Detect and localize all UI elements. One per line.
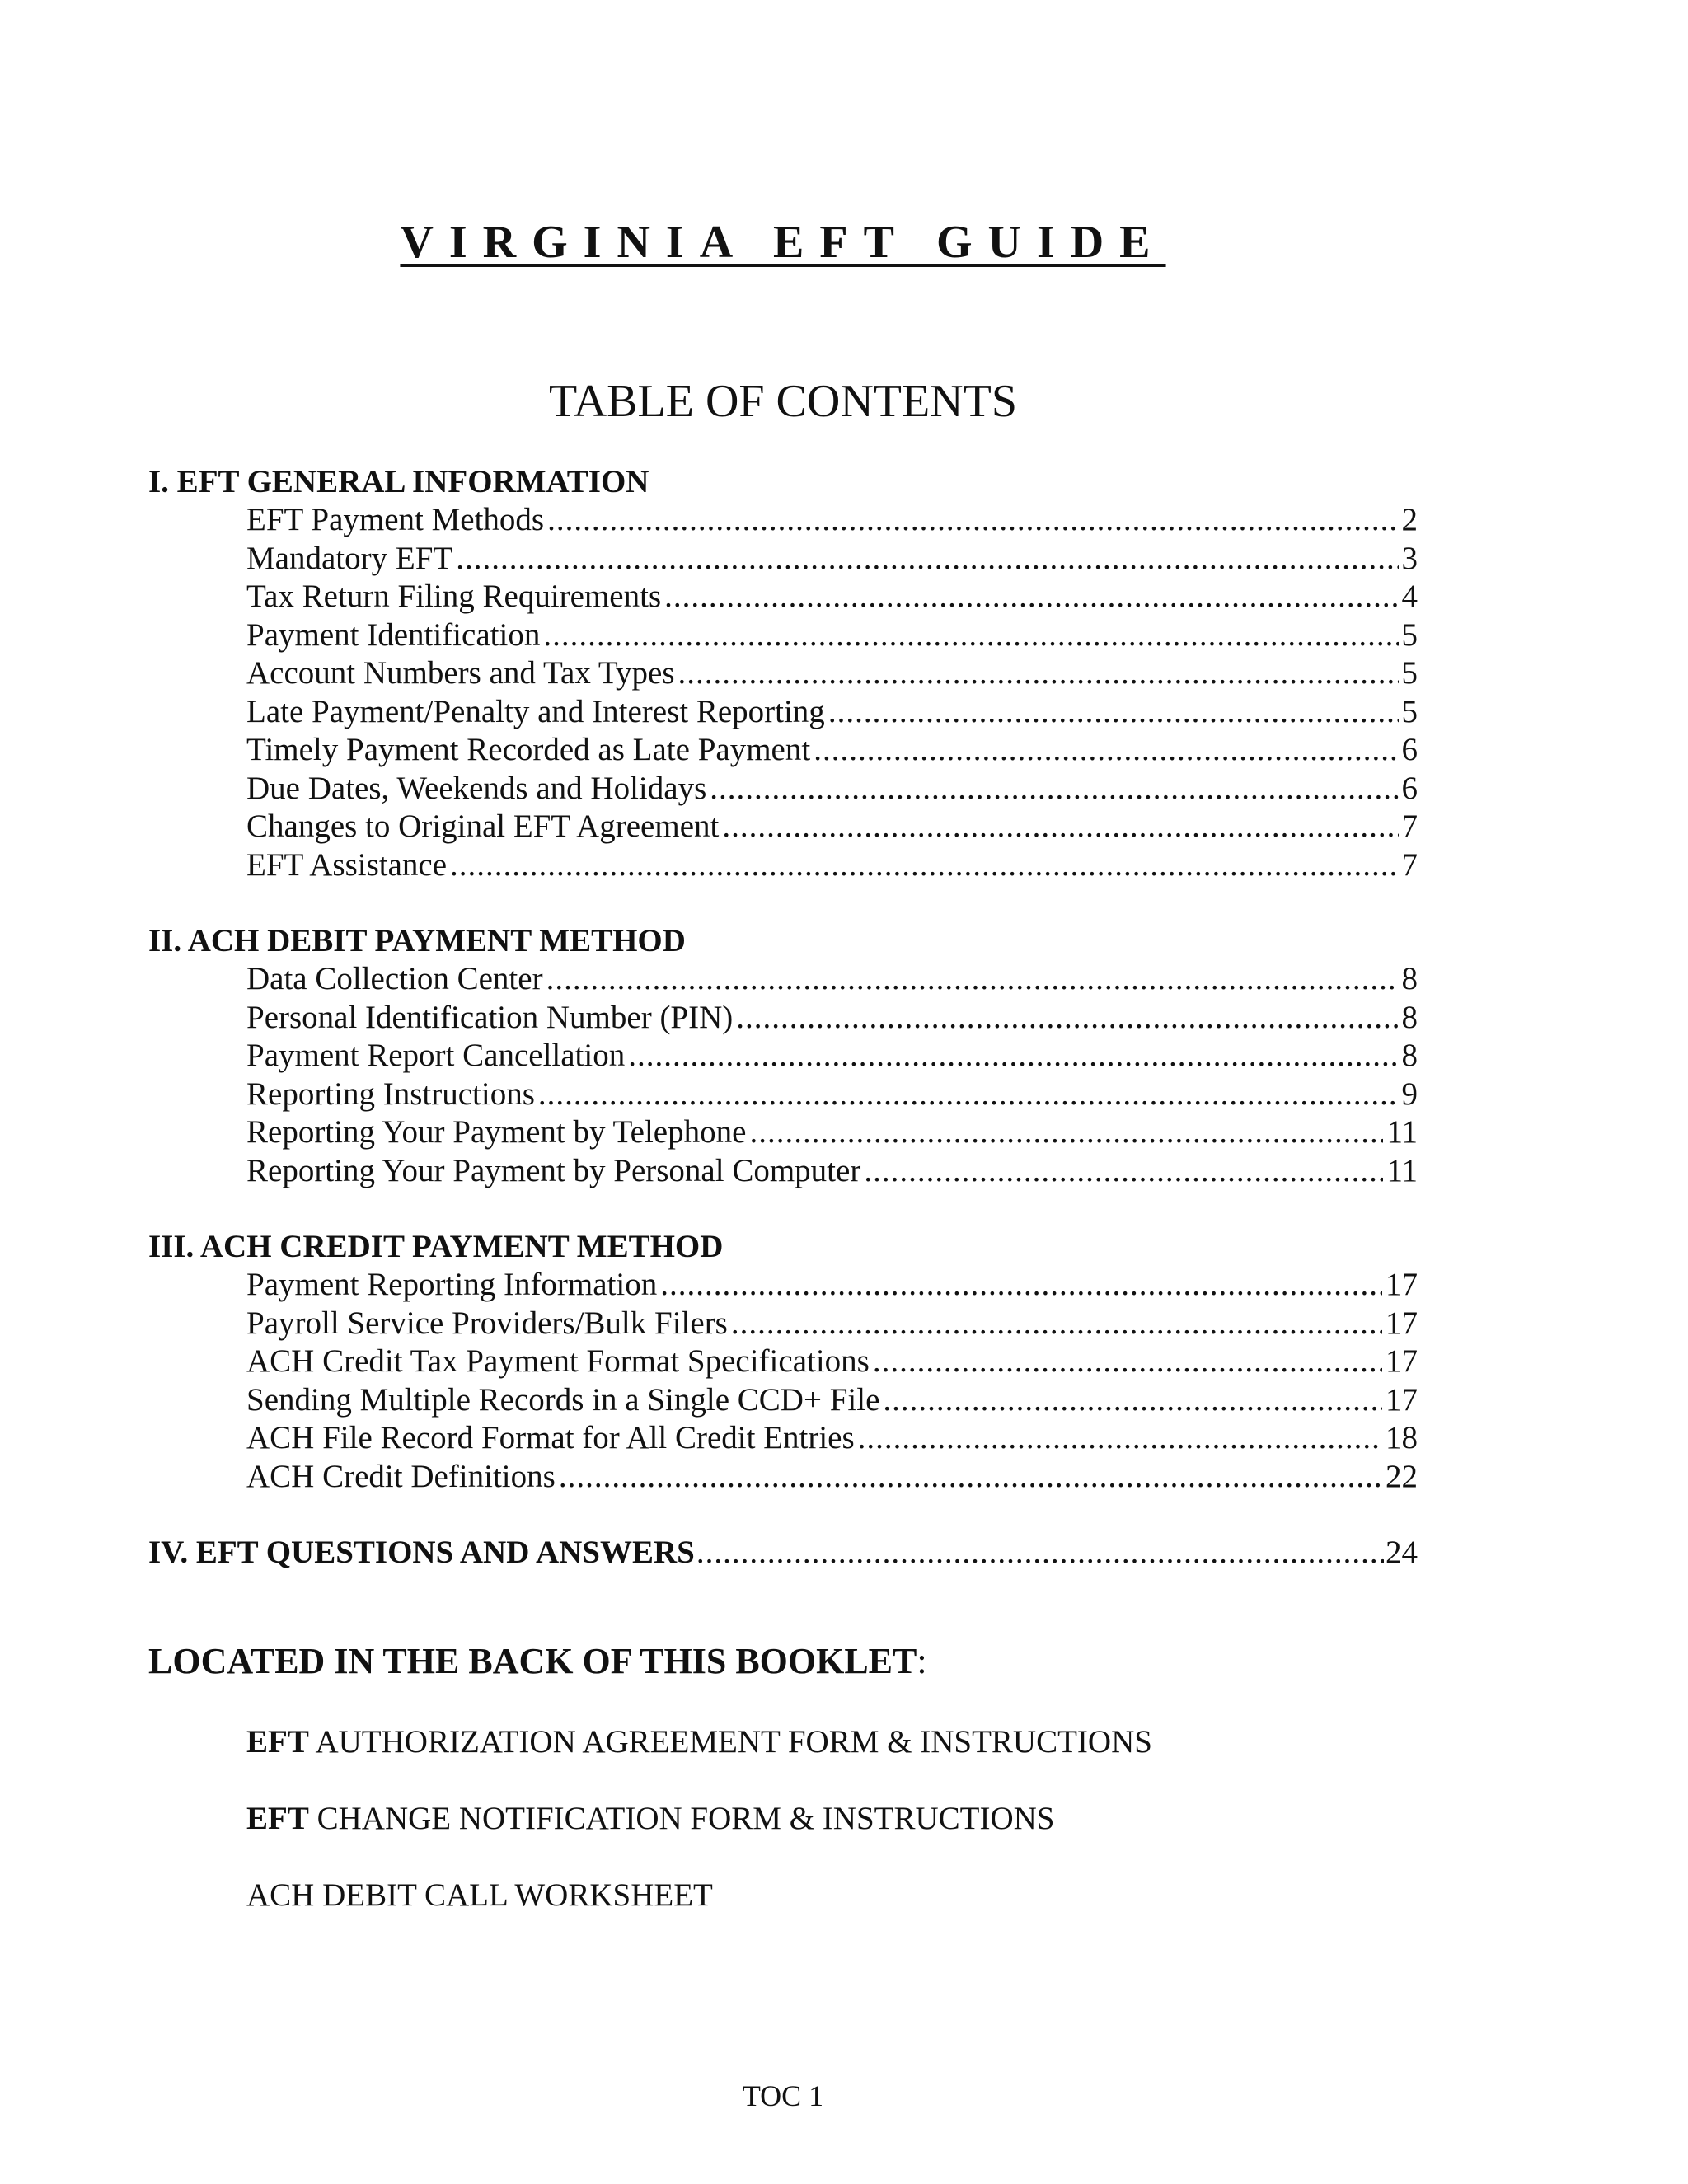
toc-section-3 [148, 1228, 1418, 1496]
toc-heading: TABLE OF CONTENTS [549, 376, 1017, 427]
entry-label: Mandatory EFT [246, 540, 453, 576]
toc-section-1 [148, 463, 1418, 884]
section-title: II. ACH DEBIT PAYMENT METHOD [148, 923, 686, 958]
toc-entry [148, 731, 1418, 770]
back-item-bold: EFT [246, 1724, 309, 1760]
page-footer: TOC 1 [742, 2079, 824, 2112]
entry-label: Payment Reporting Information [246, 1267, 658, 1302]
entry-label: Reporting Instructions [246, 1076, 535, 1112]
entry-page: 9 [1401, 1076, 1418, 1112]
toc-entry [148, 846, 1418, 885]
toc-entry [148, 1381, 1418, 1420]
toc-entry [148, 770, 1418, 808]
back-item-bold: EFT [246, 1801, 309, 1836]
back-heading [148, 1638, 1418, 1685]
toc-entry [148, 960, 1418, 999]
back-item [148, 1723, 1418, 1761]
entry-label: Personal Identification Number (PIN) [246, 999, 734, 1035]
dot-leader [547, 501, 1398, 540]
toc-entry [148, 1305, 1418, 1343]
entry-page: 7 [1401, 846, 1418, 883]
document-title: VIRGINIA EFT GUIDE [400, 217, 1166, 268]
entry-page: 11 [1386, 1152, 1418, 1188]
toc-entry [148, 1266, 1418, 1305]
toc-entry [148, 1419, 1418, 1458]
entry-page: 3 [1401, 540, 1418, 576]
entry-page: 11 [1386, 1114, 1418, 1150]
toc-section-entry [148, 1534, 1418, 1572]
dot-leader [814, 731, 1398, 770]
entry-label: ACH File Record Format for All Credit Entries [246, 1420, 855, 1455]
entry-label: Data Collection Center [246, 961, 543, 996]
entry-page: 22 [1386, 1458, 1418, 1494]
table-of-contents [148, 463, 1418, 1610]
toc-entry [148, 1458, 1418, 1497]
entry-page: 8 [1401, 999, 1418, 1035]
entry-page: 4 [1401, 579, 1418, 614]
dot-leader [883, 1381, 1382, 1420]
entry-label: Payment Report Cancellation [246, 1038, 626, 1073]
entry-page: 24 [1386, 1535, 1418, 1570]
entry-label: Sending Multiple Records in a Single CCD+ File [246, 1381, 880, 1418]
back-item-text: CHANGE NOTIFICATION FORM & INSTRUCTIONS [308, 1801, 1055, 1836]
entry-page: 17 [1386, 1343, 1418, 1379]
entry-label: Payment Identification [246, 616, 541, 653]
entry-page: 5 [1401, 655, 1418, 691]
dot-leader [858, 1419, 1382, 1458]
back-item [148, 1877, 1418, 1915]
entry-label: Reporting Your Payment by Personal Computer [246, 1152, 861, 1188]
back-heading-text: LOCATED IN THE BACK OF THIS BOOKLET [148, 1641, 917, 1681]
dot-leader [736, 999, 1398, 1038]
entry-label: Reporting Your Payment by Telephone [246, 1114, 747, 1150]
dot-leader [559, 1458, 1382, 1497]
entry-label: ACH Credit Definitions [246, 1458, 556, 1494]
toc-entry [148, 654, 1418, 693]
dot-leader [660, 1266, 1382, 1305]
entry-label: EFT Payment Methods [246, 502, 545, 537]
dot-leader [678, 654, 1399, 693]
entry-page: 6 [1401, 732, 1418, 767]
entry-label: Payroll Service Providers/Bulk Filers [246, 1305, 728, 1341]
entry-label: Late Payment/Penalty and Interest Reporting [246, 693, 825, 729]
toc-section-4 [148, 1534, 1418, 1572]
toc-entry [148, 808, 1418, 846]
dot-leader [722, 808, 1398, 846]
entry-label: ACH Credit Tax Payment Format Specifications [246, 1343, 870, 1379]
back-item-text: ACH DEBIT CALL WORKSHEET [246, 1877, 713, 1913]
entry-label: Changes to Original EFT Agreement [246, 808, 720, 844]
toc-entry [148, 999, 1418, 1038]
entry-page: 8 [1401, 1038, 1418, 1073]
entry-page: 5 [1401, 616, 1418, 653]
entry-label: Due Dates, Weekends and Holidays [246, 770, 707, 806]
dot-leader [828, 693, 1399, 732]
section-title: IV. EFT QUESTIONS AND ANSWERS [148, 1535, 695, 1570]
entry-page: 17 [1386, 1267, 1418, 1302]
toc-entry [148, 1037, 1418, 1076]
entry-page: 18 [1386, 1420, 1418, 1455]
entry-page: 8 [1401, 961, 1418, 996]
section-title: I. EFT GENERAL INFORMATION [148, 464, 649, 499]
toc-entry [148, 1343, 1418, 1381]
toc-entry [148, 1076, 1418, 1114]
dot-leader [543, 616, 1398, 655]
entry-page: 6 [1401, 770, 1418, 806]
toc-entry [148, 1152, 1418, 1191]
entry-label: EFT Assistance [246, 846, 448, 883]
dot-leader [628, 1037, 1398, 1076]
back-heading-colon: : [917, 1641, 927, 1681]
back-of-booklet [148, 1638, 1418, 1915]
dot-leader [749, 1113, 1383, 1152]
entry-page: 7 [1401, 808, 1418, 844]
dot-leader [731, 1305, 1382, 1343]
dot-leader [864, 1152, 1383, 1191]
toc-entry [148, 693, 1418, 732]
entry-page: 2 [1401, 502, 1418, 537]
toc-entry [148, 578, 1418, 616]
toc-entry [148, 1113, 1418, 1152]
entry-page: 17 [1386, 1381, 1418, 1418]
dot-leader [710, 770, 1398, 808]
entry-page: 17 [1386, 1305, 1418, 1341]
entry-page: 5 [1401, 693, 1418, 729]
dot-leader [538, 1076, 1399, 1114]
toc-entry [148, 540, 1418, 579]
entry-label: Account Numbers and Tax Types [246, 655, 675, 691]
toc-entry [148, 616, 1418, 655]
entry-label: Tax Return Filing Requirements [246, 579, 662, 614]
back-item-text: AUTHORIZATION AGREEMENT FORM & INSTRUCTIONS [308, 1724, 1152, 1760]
dot-leader [450, 846, 1398, 885]
entry-label: Timely Payment Recorded as Late Payment [246, 732, 811, 767]
toc-section-2 [148, 922, 1418, 1190]
back-item [148, 1800, 1418, 1838]
dot-leader [664, 578, 1398, 616]
section-title: III. ACH CREDIT PAYMENT METHOD [148, 1229, 724, 1264]
toc-entry [148, 501, 1418, 540]
dot-leader [546, 960, 1399, 999]
dot-leader [873, 1343, 1382, 1381]
dot-leader [696, 1534, 1384, 1572]
dot-leader [456, 540, 1398, 579]
